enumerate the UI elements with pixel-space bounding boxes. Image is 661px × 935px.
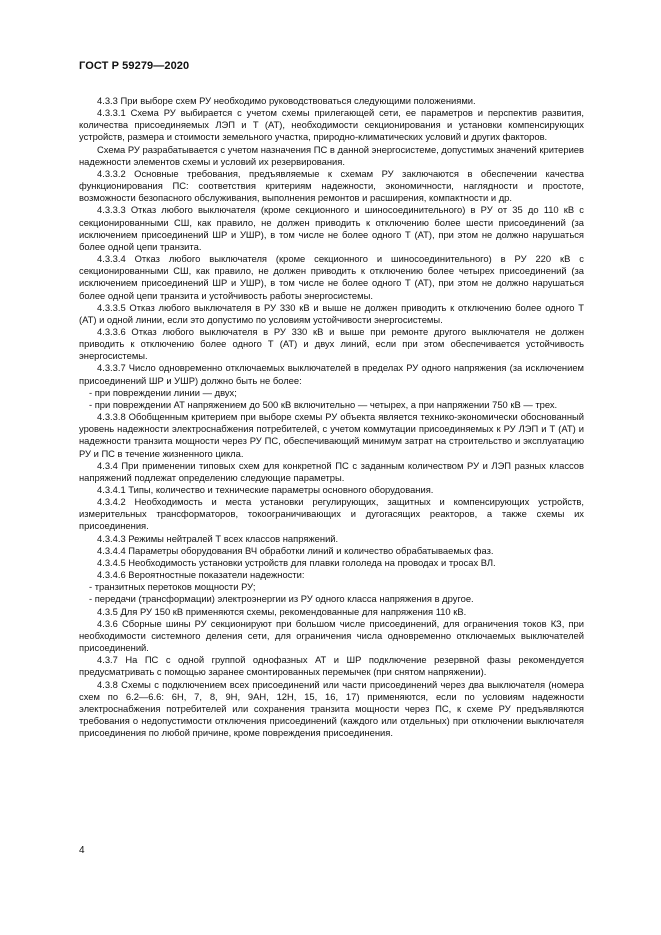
paragraph: 4.3.4.1 Типы, количество и технические параметры основного оборудования.: [97, 484, 434, 495]
paragraph: Схема РУ разрабатывается с учетом назначения ПС в данной энергосистеме, допустимых значений критериев надежности элементов схемы и условий их резервирования.: [79, 143, 584, 167]
list-item: - транзитных перетоков мощности РУ;: [89, 581, 256, 593]
paragraph: 4.3.3.3 Отказ любого выключателя (кроме секционного и шиносоединительного) в РУ от 35 до 110 кВ с секционированными СШ, как правило, не должен приводить к отключению более шести присоединений (за исключением присоединений ШР и УШР), в том числе не более одного Т (АТ), при этом не должно нарушаться более одной цепи транзита.: [79, 204, 584, 252]
list-item: - при повреждении АТ напряжением до 500 кВ включительно — четырех, а при напряжении 750 кВ — трех.: [89, 398, 558, 410]
paragraph: 4.3.5 Для РУ 150 кВ применяются схемы, рекомендованные для напряжения 110 кВ.: [97, 605, 467, 617]
list-item: - при повреждении линии — двух;: [89, 386, 237, 398]
page-number: 4: [79, 845, 85, 856]
paragraph: 4.3.4 При применении типовых схем для конкретной ПС с заданным количеством РУ и ЛЭП разных классов напряжений подлежат определению следующие параметры.: [79, 459, 584, 483]
paragraph: 4.3.4.3 Режимы нейтралей Т всех классов напряжений.: [97, 532, 339, 544]
paragraph: 4.3.7 На ПС с одной группой однофазных АТ и ШР подключение резервной фазы рекомендуется предусматривать с помощью заранее смонтированных перемычек (при снятом напряжении).: [79, 654, 584, 678]
paragraph: 4.3.3.5 Отказ любого выключателя в РУ 330 кВ и выше не должен приводить к отключению более одного Т (АТ) и одной линии, если это допустимо по условиям устойчивости энергосистемы.: [79, 301, 584, 325]
paragraph: 4.3.4.6 Вероятностные показатели надежности:: [97, 569, 305, 581]
document-body: [79, 95, 584, 739]
list-item: - передачи (трансформации) электроэнергии из РУ одного класса напряжения в другое.: [89, 593, 474, 605]
paragraph: 4.3.6 Сборные шины РУ секционируют при большом числе присоединений, для ограничения токов КЗ, при необходимости системного деления сети, для ограничения числа одновременно отключаемых выключателей присоединений.: [79, 617, 584, 654]
paragraph: 4.3.8 Схемы с подключением всех присоединений или части присоединений через два выключателя (номера схем по 6.2—6.6: 6Н, 7, 8, 9Н, 9АН, 12Н, 15, 16, 17) применяются, если по условиям надежности электроснабжения потребителей или сохранения транзита мощности через ПС, к схеме РУ предъявляются требования о недопустимости отключения присоединений (каждого или отдельных) при отключении выключателя присоединения по любой причине, кроме повреждения присоединения.: [79, 678, 584, 739]
document-header: ГОСТ Р 59279—2020: [79, 60, 190, 72]
paragraph: 4.3.3.2 Основные требования, предъявляемые к схемам РУ заключаются в обеспечении качества функционирования ПС: соответствия критериям надежности, экономичности, наглядности и простоте, возможности безопасного обслуживания, выполнения ремонтов и расширения, компактности и др.: [79, 167, 584, 204]
paragraph: 4.3.3.4 Отказ любого выключателя (кроме секционного и шиносоединительного) в РУ 220 кВ с секционированными СШ, как правило, не должен приводить к отключению более четырех присоединений (за исключением присоединений ШР и УШР), в том числе не более одного Т (АТ), при этом не должно нарушаться более одной цепи транзита и устойчивость работы энергосистемы.: [79, 253, 584, 301]
paragraph: 4.3.4.5 Необходимость установки устройств для плавки гололеда на проводах и тросах ВЛ.: [97, 556, 496, 568]
paragraph: 4.3.3.7 Число одновременно отключаемых выключателей в пределах РУ одного напряжения (за исключением присоединений ШР и УШР) должно быть не более:: [79, 362, 584, 386]
paragraph: 4.3.4.4 Параметры оборудования ВЧ обработки линий и количество обрабатываемых фаз.: [97, 544, 494, 556]
paragraph: 4.3.3 При выборе схем РУ необходимо руководствоваться следующими положениями.: [97, 95, 476, 106]
paragraph: 4.3.3.8 Обобщенным критерием при выборе схемы РУ объекта является технико-экономически обоснованный уровень надежности электроснабжения потребителей, с учетом коммутации присоединяемых к РУ ЛЭП и Т (АТ) и надежности транзита мощности через РУ ПС, обеспечивающий минимум затрат на строительство и эксплуатацию РУ и ПС в течение жизненного цикла.: [79, 411, 584, 459]
paragraph: 4.3.4.2 Необходимость и места установки регулирующих, защитных и компенсирующих устройств, измерительных трансформаторов, токоограничивающих и дугогасящих реакторов, а также схемы их присоединения.: [79, 496, 584, 532]
paragraph: 4.3.3.6 Отказ любого выключателя в РУ 330 кВ и выше при ремонте другого выключателя не должен приводить к отключению более одного Т (АТ) и двух линий, если при этом обеспечивается устойчивость энергосистемы.: [79, 325, 584, 362]
paragraph: 4.3.3.1 Схема РУ выбирается с учетом схемы прилегающей сети, ее параметров и перспектив развития, количества присоединяемых ЛЭП и Т (АТ), необходимости секционирования и установки компенсирующих устройств, размера и стоимости земельного участка, природно-климатических условий и других факторов.: [79, 107, 584, 143]
